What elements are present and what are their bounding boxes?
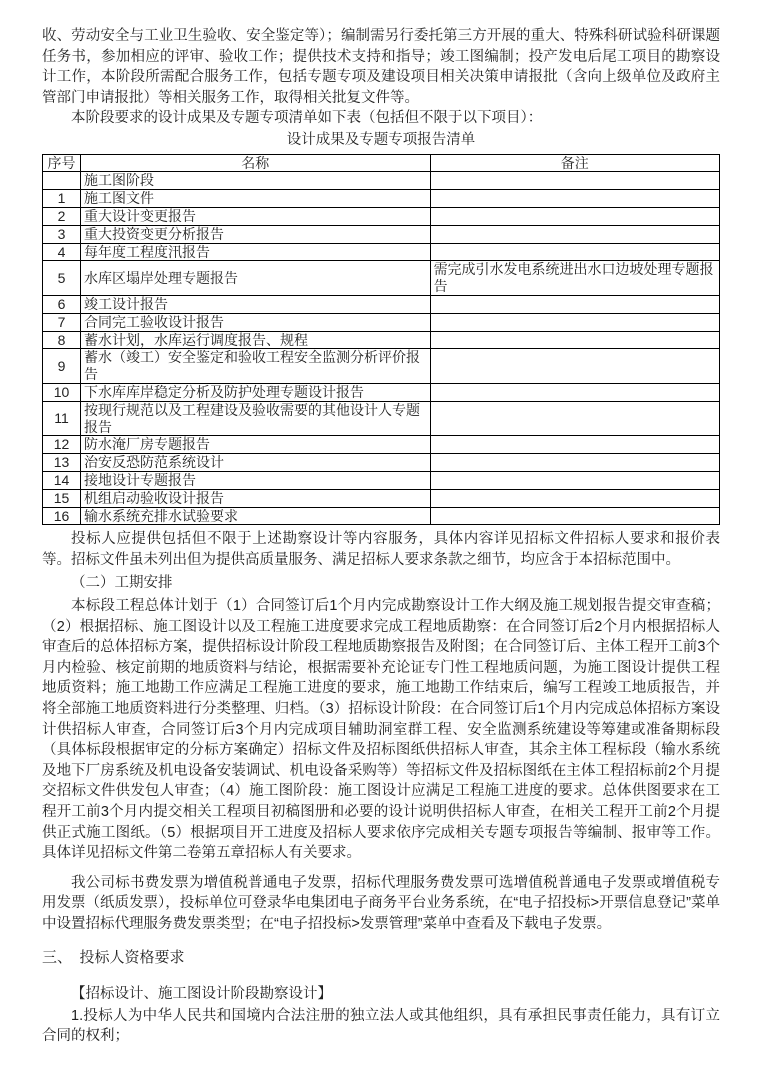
- row-name: 治安反恐防范系统设计: [81, 454, 431, 472]
- table-row: [43, 401, 720, 436]
- table-row: [43, 261, 720, 296]
- row-name: 竣工设计报告: [81, 295, 431, 313]
- row-number: 5: [43, 261, 81, 296]
- row-note: [430, 471, 719, 489]
- section2-heading: （二）工期安排: [71, 575, 173, 592]
- row-note: [430, 401, 719, 436]
- row-number: 9: [43, 349, 81, 384]
- section3-heading: 三、 投标人资格要求: [42, 948, 185, 966]
- row-number: 15: [43, 489, 81, 507]
- row-name: 施工图文件: [81, 190, 431, 208]
- row-note: [430, 207, 719, 225]
- table-row: [43, 507, 720, 525]
- row-number: 13: [43, 454, 81, 472]
- header-name: 名称: [81, 154, 431, 172]
- table-row: [43, 313, 720, 331]
- table-row: [43, 454, 720, 472]
- list-intro-paragraph: 本阶段要求的设计成果及专题专项清单如下表（包括但不限于以下项目）：: [71, 110, 543, 127]
- row-note: [430, 225, 719, 243]
- row-note: 需完成引水发电系统进出水口边坡处理专题报告: [430, 261, 719, 296]
- report-table: [42, 154, 720, 526]
- table-row: [43, 172, 720, 190]
- table-row: [43, 190, 720, 208]
- row-number: 14: [43, 471, 81, 489]
- table-row: [43, 331, 720, 349]
- row-number: 12: [43, 436, 81, 454]
- row-number: 7: [43, 313, 81, 331]
- row-name: 重大设计变更报告: [81, 207, 431, 225]
- row-name: 机组启动验收设计报告: [81, 489, 431, 507]
- row-number: 16: [43, 507, 81, 525]
- row-note: [430, 331, 719, 349]
- row-note: [430, 313, 719, 331]
- intro-continuation-paragraph: 收、劳动安全与工业卫生验收、安全鉴定等）；编制需另行委托第三方开展的重大、特殊科研试验科研课题任务书，参加相应的评审、验收工作；提供技术支持和指导；竣工图编制；投产发电后尾工项目的勘察设计工作，本阶段所需配合服务工作，包括专题专项及建设项目相关决策申请报批（含向上级单位及政府主管部门申请报批）等相关服务工作，取得相关批复文件等。: [42, 28, 720, 106]
- row-note: [430, 436, 719, 454]
- table-header-row: [43, 154, 720, 172]
- header-note: 备注: [430, 154, 719, 172]
- row-note: [430, 190, 719, 208]
- row-number: 3: [43, 225, 81, 243]
- table-caption: 设计成果及专题专项报告清单: [286, 131, 476, 148]
- stage-bracket-heading: 【招标设计、施工图设计阶段勘察设计】: [71, 986, 332, 1003]
- row-note: [430, 454, 719, 472]
- row-note: [430, 489, 719, 507]
- row-name: 重大投资变更分析报告: [81, 225, 431, 243]
- row-note: [430, 507, 719, 525]
- table-row: [43, 471, 720, 489]
- table-row: [43, 225, 720, 243]
- table-row: [43, 436, 720, 454]
- row-note: [430, 295, 719, 313]
- row-name: 接地设计专题报告: [81, 471, 431, 489]
- table-row: [43, 207, 720, 225]
- invoice-paragraph: 我公司标书费发票为增值税普通电子发票，招标代理服务费发票可选增值税普通电子发票或增值税专用发票（纸质发票），投标单位可登录华电集团电子商务平台业务系统，在“电子招投标>开票信息登记”菜单中设置招标代理服务费发票类型；在“电子招投标>发票管理”菜单中查看及下载电子发票。: [42, 874, 720, 932]
- table-row: [43, 295, 720, 313]
- table-row: [43, 243, 720, 261]
- row-number: 8: [43, 331, 81, 349]
- row-note: [430, 172, 719, 190]
- row-number: 10: [43, 383, 81, 401]
- row-number: 11: [43, 401, 81, 436]
- row-number: [43, 172, 81, 190]
- row-number: 6: [43, 295, 81, 313]
- table-row: [43, 489, 720, 507]
- row-name: 合同完工验收设计报告: [81, 313, 431, 331]
- row-name: 每年度工程度汛报告: [81, 243, 431, 261]
- header-seq: 序号: [43, 154, 81, 172]
- row-name: 防水淹厂房专题报告: [81, 436, 431, 454]
- row-number: 1: [43, 190, 81, 208]
- row-name: 蓄水（竣工）安全鉴定和验收工程安全监测分析评价报告: [81, 349, 431, 384]
- row-name: 输水系统充排水试验要求: [81, 507, 431, 525]
- row-name: 按现行规范以及工程建设及验收需要的其他设计人专题报告: [81, 401, 431, 436]
- qualification-item-1: 1.投标人为中华人民共和国境内合法注册的独立法人或其他组织，具有承担民事责任能力，具有订立合同的权利；: [42, 1007, 720, 1045]
- row-note: [430, 349, 719, 384]
- row-number: 4: [43, 243, 81, 261]
- row-name: 下水库库岸稳定分析及防护处理专题设计报告: [81, 383, 431, 401]
- table-row: [43, 383, 720, 401]
- schedule-paragraph: 本标段工程总体计划于（1）合同签订后1个月内完成勘察设计工作大纲及施工规划报告提交审查稿；（2）根据招标、施工图设计以及工程施工进度要求完成工程地质勘察：在合同签订后2个月内根据招标人审查后的总体招标方案，提供招标设计阶段工程地质勘察报告及附图；在合同签订后、主体工程开工前3个月内检验、核定前期的地质资料与结论，根据需要补充论证专门性工程地质问题，为施工图设计提供工程地质资料；施工地勘工作应满足工程施工进度的要求，施工地勘工作结束后，编写工程竣工地质报告，并将全部施工地质资料进行分类整理、归档。（3）招标设计阶段：在合同签订后1个月内完成总体招标方案设计供招标人审查，合同签订后3个月内完成项目辅助洞室群工程、安全监测系统建设等筹建或准备期标段（具体标段根据审定的分标方案确定）招标文件及招标图纸供招标人审查，其余主体工程标段（输水系统及地下厂房系统及机电设备安装调试、机电设备采购等）等招标文件及招标图纸在主体工程招标前2个月提交招标文件供发包人审查；（4）施工图阶段：施工图设计应满足工程施工进度的要求。总体供图要求在工程开工前3个月内提交相关工程项目初稿图册和必要的设计说明供招标人审查，在相关工程开工前2个月提供正式施工图纸。（5）根据项目开工进度及招标人要求依序完成相关专题专项报告等编制、报审等工作。具体详见招标文件第二卷第五章招标人有关要求。: [42, 598, 720, 862]
- row-name: 施工图阶段: [81, 172, 431, 190]
- after-table-paragraph: 投标人应提供包括但不限于上述勘察设计等内容服务，具体内容详见招标文件招标人要求和报价表等。招标文件虽未列出但为提供高质量服务、满足招标人要求条款之细节，均应含于本招标范围中。: [42, 531, 720, 568]
- row-name: 水库区塌岸处理专题报告: [81, 261, 431, 296]
- row-note: [430, 383, 719, 401]
- row-number: 2: [43, 207, 81, 225]
- row-note: [430, 243, 719, 261]
- table-row: [43, 349, 720, 384]
- row-name: 蓄水计划，水库运行调度报告、规程: [81, 331, 431, 349]
